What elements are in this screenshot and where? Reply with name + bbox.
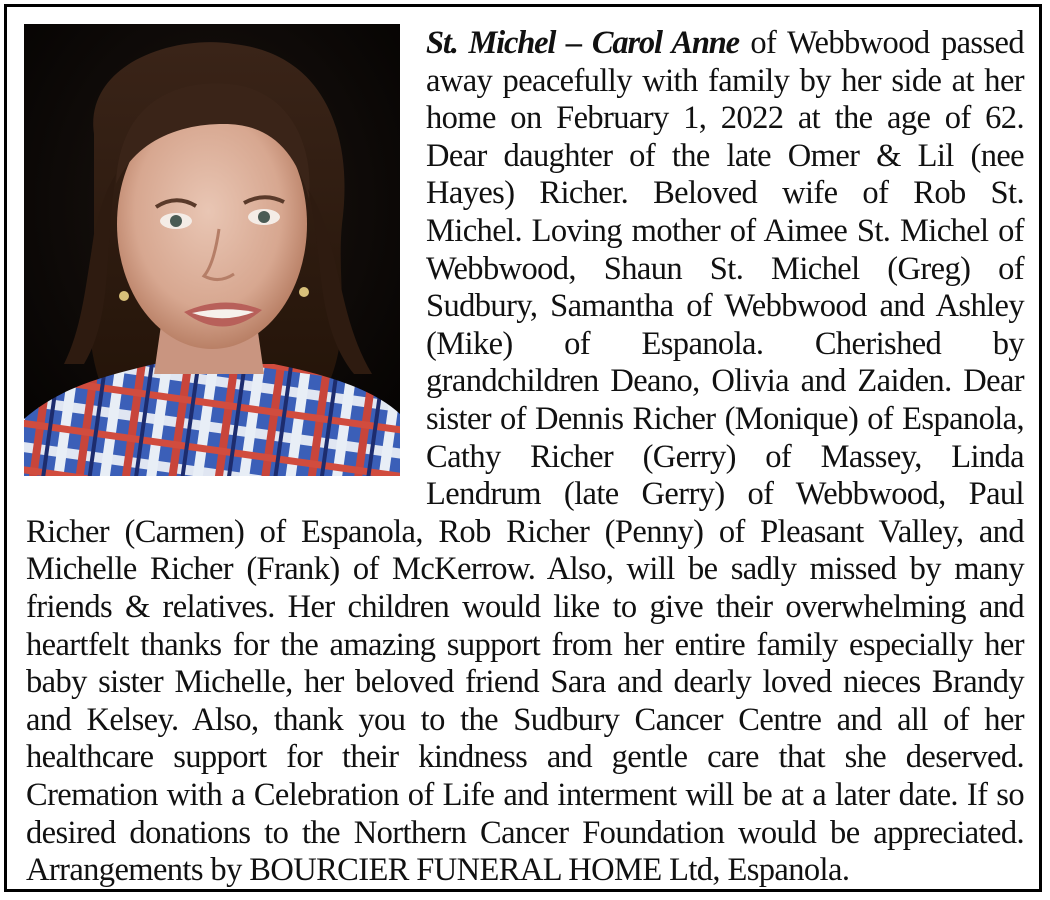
notice-line-21: Cremation with a Celebration of Life and interment will be at a later date. If so	[26, 777, 1024, 813]
notice-line-23: Arrangements by BOURCIER FUNERAL HOME Ltd, Espanola.	[26, 852, 850, 889]
notice-line-4: Dear daughter of the late Omer & Lil (nee	[426, 137, 1024, 174]
notice-line-14: Richer (Carmen) of Espanola, Rob Richer (Penny) of Pleasant Valley, and	[26, 513, 1024, 550]
notice-line-8: Sudbury, Samantha of Webbwood and Ashley	[426, 288, 1024, 325]
notice-line-16: friends & relatives. Her children would like to give their overwhelming and	[26, 589, 1024, 625]
portrait-photo	[24, 24, 400, 476]
notice-line-20: healthcare support for their kindness and gentle care that she deserved.	[26, 739, 1024, 776]
notice-line-7: Webbwood, Shaun St. Michel (Greg) of	[426, 250, 1024, 287]
notice-line-22: desired donations to the Northern Cancer Foundation would be appreciated.	[26, 814, 1024, 851]
notice-line-19: and Kelsey. Also, thank you to the Sudbury Cancer Centre and all of her	[26, 701, 1024, 738]
notice-line-15: Michelle Richer (Frank) of McKerrow. Also, will be sadly missed by many	[26, 551, 1024, 588]
notice-line-10: grandchildren Deano, Olivia and Zaiden. Dear	[426, 363, 1024, 400]
notice-line-13: Lendrum (late Gerry) of Webbwood, Paul	[426, 476, 1024, 513]
notice-line-5: Hayes) Richer. Beloved wife of Rob St.	[426, 175, 1024, 212]
notice-line-9: (Mike) of Espanola. Cherished by	[426, 325, 1024, 362]
notice-line-6: Michel. Loving mother of Aimee St. Michel of	[426, 213, 1024, 249]
notice-line-2: away peacefully with family by her side at her	[426, 62, 1024, 99]
notice-line-3: home on February 1, 2022 at the age of 62.	[426, 100, 1024, 137]
notice-line-18: baby sister Michelle, her beloved friend Sara and dearly loved nieces Brandy	[26, 664, 1024, 701]
notice-line-11: sister of Dennis Richer (Monique) of Espanola,	[426, 401, 1024, 437]
notice-line-1: St. Michel – Carol Anne of Webbwood passed	[426, 25, 1025, 61]
notice-line-17: heartfelt thanks for the amazing support from her entire family especially her	[26, 626, 1024, 663]
notice-line-12: Cathy Richer (Gerry) of Massey, Linda	[426, 438, 1024, 475]
portrait-image	[24, 24, 400, 476]
deceased-name: St. Michel – Carol Anne	[426, 25, 739, 61]
